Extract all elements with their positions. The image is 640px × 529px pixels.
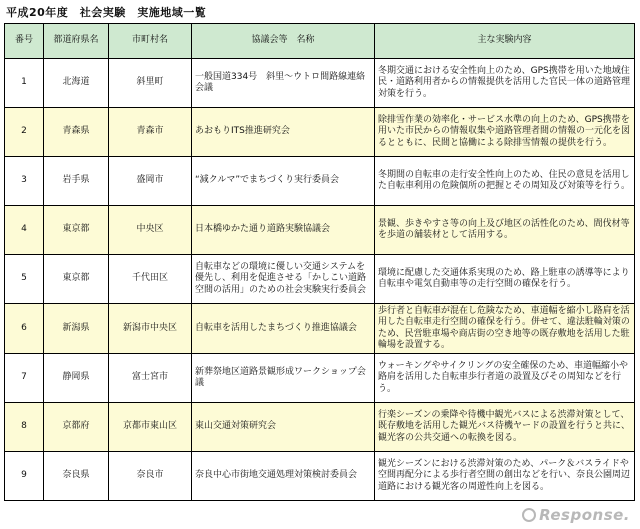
row-number: 7	[5, 354, 44, 403]
header-experiment-content: 主な実験内容	[375, 24, 635, 59]
table-row	[5, 108, 635, 157]
header-number: 番号	[5, 24, 44, 59]
table-row	[5, 157, 635, 206]
row-city: 富士宮市	[109, 354, 192, 403]
table-row	[5, 403, 635, 452]
row-number: 9	[5, 452, 44, 501]
watermark-logo	[522, 506, 630, 524]
row-city: 奈良市	[109, 452, 192, 501]
row-council-name: 自転車を活用したまちづくり推進協議会	[192, 304, 375, 354]
row-number: 1	[5, 59, 44, 108]
row-city: 京都市東山区	[109, 403, 192, 452]
table-row	[5, 206, 635, 255]
row-council-name: 東山交通対策研究会	[192, 403, 375, 452]
row-number: 4	[5, 206, 44, 255]
row-prefecture: 奈良県	[44, 452, 109, 501]
row-number: 6	[5, 304, 44, 354]
row-number: 2	[5, 108, 44, 157]
logo-icon	[522, 508, 536, 522]
row-experiment-content: 景観、歩きやすさ等の向上及び地区の活性化のため、間伐材等を歩道の舗装材として活用する。	[375, 206, 635, 255]
table-header-row	[5, 24, 635, 59]
row-prefecture: 京都府	[44, 403, 109, 452]
survey-region-table	[4, 23, 635, 501]
table-row	[5, 255, 635, 304]
row-city: 青森市	[109, 108, 192, 157]
row-number: 3	[5, 157, 44, 206]
row-prefecture: 青森県	[44, 108, 109, 157]
row-experiment-content: 除排雪作業の効率化・サービス水準の向上のため、GPS携帯を用いた市民からの情報収集や道路管理者間の情報の一元化を図るとともに、民間と協働による除排雪情報の提供を行う。	[375, 108, 635, 157]
page-title: 平成20年度 社会実験 実施地域一覧	[6, 6, 207, 19]
row-city: 中央区	[109, 206, 192, 255]
header-city: 市町村名	[109, 24, 192, 59]
row-prefecture: 静岡県	[44, 354, 109, 403]
row-prefecture: 新潟県	[44, 304, 109, 354]
row-council-name: 自転車などの環境に優しい交通システムを優先し、利用を促進させる「かしこい道路空間の活用」のための社会実験実行委員会	[192, 255, 375, 304]
row-number: 5	[5, 255, 44, 304]
header-council-name: 協議会等 名称	[192, 24, 375, 59]
row-experiment-content: 観光シーズンにおける渋滞対策のため、パーク＆バスライドや空間再配分による歩行者空間の創出などを行い、奈良公園周辺道路における観光客の周遊性向上を図る。	[375, 452, 635, 501]
watermark-text: Response.	[539, 506, 630, 524]
row-experiment-content: ウォーキングやサイクリングの安全確保のため、車道幅縮小や路肩を活用した自転車歩行者道の設置及びその周知などを行う。	[375, 354, 635, 403]
row-number: 8	[5, 403, 44, 452]
row-experiment-content: 行楽シーズンの乗降や待機中観光バスによる渋滞対策として、既存敷地を活用した観光バス待機ヤードの設置を行うと共に、観光客の公共交通への転換を図る。	[375, 403, 635, 452]
row-prefecture: 岩手県	[44, 157, 109, 206]
row-city: 新潟市中央区	[109, 304, 192, 354]
table-row	[5, 452, 635, 501]
row-council-name: 日本橋ゆかた通り道路実験協議会	[192, 206, 375, 255]
row-council-name: 一般国道334号 斜里～ウトロ間路線連絡会議	[192, 59, 375, 108]
row-experiment-content: 冬期交通における安全性向上のため、GPS携帯を用いた地域住民・道路利用者からの情報提供を活用した官民一体の道路管理対策を行う。	[375, 59, 635, 108]
table-row	[5, 304, 635, 354]
header-prefecture: 都道府県名	[44, 24, 109, 59]
row-experiment-content: 歩行者と自転車が混在し危険なため、車道幅を縮小し路肩を活用した自転車走行空間の確保を行う。併せて、違法駐輪対策のため、民営駐車場や商店街の空き地等の既存敷地を活用した駐輪場を設置する。	[375, 304, 635, 354]
table-row	[5, 59, 635, 108]
row-experiment-content: 冬期間の自転車の走行安全性向上のため、住民の意見を活用した自転車利用の危険個所の把握とその周知及び対策等を行う。	[375, 157, 635, 206]
row-prefecture: 北海道	[44, 59, 109, 108]
row-council-name: “減クルマ”でまちづくり実行委員会	[192, 157, 375, 206]
row-council-name: 新葬祭地区道路景観形成ワークショップ会議	[192, 354, 375, 403]
table-row	[5, 354, 635, 403]
row-city: 千代田区	[109, 255, 192, 304]
row-prefecture: 東京都	[44, 206, 109, 255]
row-council-name: あおもりITS推進研究会	[192, 108, 375, 157]
row-experiment-content: 環境に配慮した交通体系実現のため、路上駐車の誘導等により自転車や電気自動車等の走行空間の確保を行う。	[375, 255, 635, 304]
row-council-name: 奈良中心市街地交通処理対策検討委員会	[192, 452, 375, 501]
row-city: 斜里町	[109, 59, 192, 108]
row-prefecture: 東京都	[44, 255, 109, 304]
row-city: 盛岡市	[109, 157, 192, 206]
